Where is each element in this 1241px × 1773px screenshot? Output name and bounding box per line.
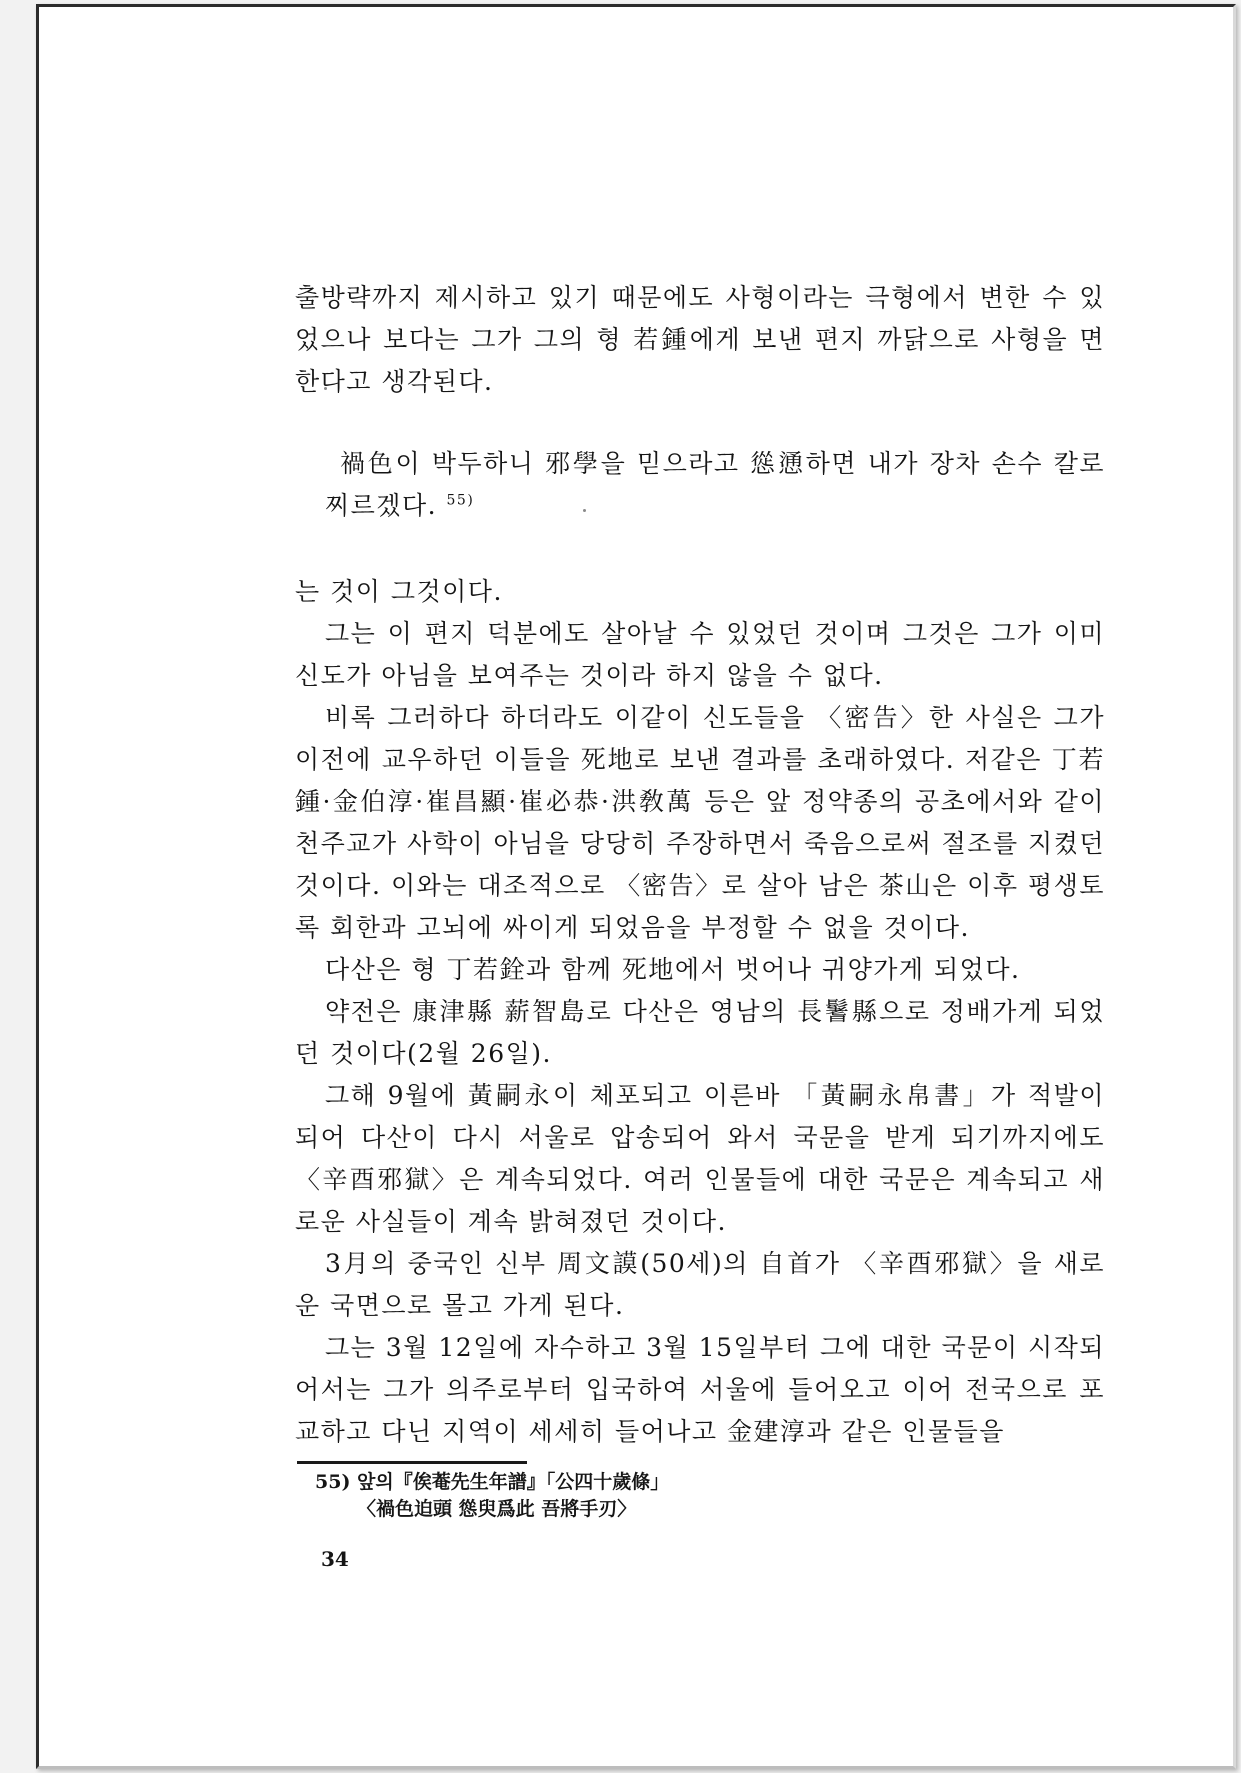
paragraph: 그는 이 편지 덕분에도 살아날 수 있었던 것이며 그것은 그가 이미 신도가 아님을 보여주는 것이라 하지 않을 수 없다.: [295, 619, 1105, 690]
paragraph: 다산은 형 丁若銓과 함께 死地에서 벗어나 귀양가게 되었다.: [325, 955, 1021, 984]
quote-text: 禍色이 박두하니 邪學을 믿으라고 慫慂하면 내가 장차 손수 칼로 찌르겠다.: [325, 449, 1105, 520]
paragraph: 3月의 중국인 신부 周文謨(50세)의 自首가 〈辛酉邪獄〉을 새로운 국면으로 몰고 가게 된다.: [295, 1249, 1105, 1320]
footnote-quote: 〈禍色迫頭 慫臾爲此 吾將手刃〉: [357, 1498, 637, 1520]
footnote-reference: 55): [446, 492, 475, 509]
body-text: [295, 277, 1105, 1453]
page-number: 34: [321, 1547, 349, 1571]
paragraph: 비록 그러하다 하더라도 이같이 신도들을 〈密告〉한 사실은 그가 이전에 교우하던 이들을 死地로 보낸 결과를 초래하였다. 저같은 丁若鍾·金伯淳·崔昌顯·崔必恭·洪敎萬 등은 앞 정약종의 공초에서와 같이 천주교가 사학이 아님을 당당히 주장하면서 죽음으로써 절조를 지켰던 것이다. 이와는 대조적으로 〈密告〉로 살아 남은 茶山은 이후 평생토록 회한과 고뇌에 싸이게 되었음을 부정할 수 없을 것이다.: [295, 703, 1105, 942]
block-quote: [295, 443, 1105, 527]
paragraph: 그는 3월 12일에 자수하고 3월 15일부터 그에 대한 국문이 시작되어서는 그가 의주로부터 입국하여 서울에 들어오고 이어 전국으로 포교하고 다닌 지역이 세세히 들어나고 金建淳과 같은 인물들을: [295, 1333, 1105, 1446]
paragraph: 출방략까지 제시하고 있기 때문에도 사형이라는 극형에서 변한 수 있었으나 보다는 그가 그의 형 若鍾에게 보낸 편지 까닭으로 사형을 면한다고 생각된다.: [295, 283, 1105, 396]
footnote-divider: [297, 1461, 527, 1464]
footnote: [315, 1469, 1075, 1523]
paragraph: 약전은 康津縣 薪智島로 다산은 영남의 長鬐縣으로 정배가게 되었던 것이다(2월 26일).: [295, 997, 1105, 1068]
paragraph: 그해 9월에 黃嗣永이 체포되고 이른바 「黃嗣永帛書」가 적발이 되어 다산이 다시 서울로 압송되어 와서 국문을 받게 되기까지에도 〈辛酉邪獄〉은 계속되었다. 여러 인물들에 대한 국문은 계속되고 새로운 사실들이 계속 밝혀졌던 것이다.: [295, 1081, 1105, 1236]
paragraph: 는 것이 그것이다.: [295, 577, 503, 606]
book-page: [36, 4, 1236, 1769]
footnote-citation: 55) 앞의『俟菴先生年譜』「公四十歲條」: [315, 1471, 670, 1493]
